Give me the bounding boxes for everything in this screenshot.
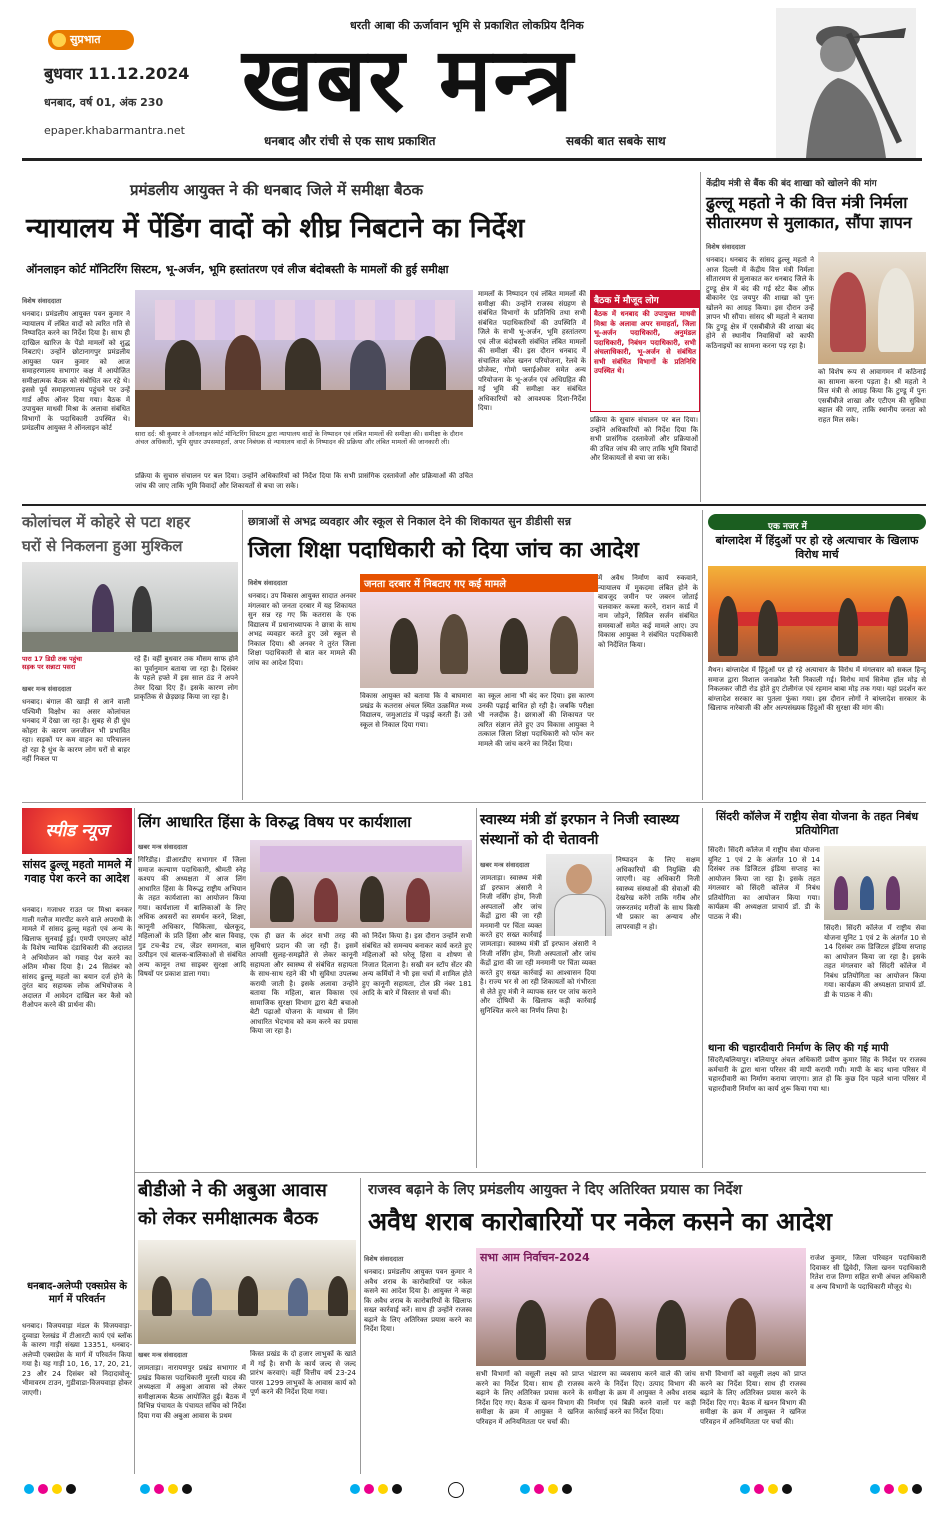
school-body4: में अवैध निर्माण कार्य रुकवाने, न्यायालय में मुकदमा लंबित होने के बावजूद जमीन पर जबरन जोताई चलवाकर कब्जा करने, राशन कार्ड में नाम जोड़ने, सिविल सर्जन संबंधित समस्याओं समेत कई मामले आए। उप विकास आयुक्त ने संबंधित पदाधिकारी को निर्देशित किया। (598, 574, 698, 649)
liquor-photo (476, 1248, 806, 1366)
bdo-headline: बीडीओ ने की अबुआ आवास को लेकर समीक्षात्मक बैठक (138, 1180, 327, 1229)
fog-photo-caption: पारा 17 डिग्री तक पहुंचा सड़क पर सन्नाटा पसरा (22, 655, 82, 671)
gender-byline: खबर मन्त्र संवाददाता (138, 843, 188, 851)
gender-body3: को निर्देश किया है। इस दौरान उन्होंने सभी संबंधित को समन्वय बनाकर कार्य करते हुए महिलाओं को घरेलू हिंसा व शोषण से निजात दिलाना है। सखी वन स्टॉप सेंटर की अन्य कर्मियों ने भी इस चर्चा में शामिल होते हुए कानूनी सहायता, टोल फ्री नंबर 181 आदि के बारे में विस्तार से चर्चा की। (362, 932, 472, 997)
health-body: जामताड़ा। स्वास्थ्य मंत्री डॉ इरफान अंसारी ने निजी नर्सिंग होम, निजी अस्पतालों और जांच केंद्रों द्वारा की जा रही मनमानी पर चिंता व्यक्त करते हुए सख्त कार्रवाई (480, 874, 542, 938)
masthead (0, 0, 945, 160)
fog-headline: कोलांचल में कोहरे से पटा शहर घरों से निकलना हुआ मुश्किल (22, 513, 191, 555)
fog-body2: रहे हैं। वहीं बुधवार तक मौसम साफ होने का पूर्वानुमान बताया जा रहा है। दिसंबर के पहले हफ्ते में इस साल ठंड ने अपने तेवर दिखा दिए हैं। इसके कारण लोग प्राकृतिक से छेड़छाड़ किया जा रहा है। (134, 655, 238, 701)
liquor-photo-banner: सभा आम निर्वाचन-2024 (480, 1251, 590, 1264)
thana-body: सिंदरी/बलियापुर। बलियापुर अंचल अधिकारी प्रवीण कुमार सिंह के निर्देश पर राजस्व कर्मचारी के द्वारा थाना परिसर की मापी करायी गयी। मापी के बाद थाना परिसर में चहारदीवारी का निर्माण कराया जाएगा। ज्ञात हो कि कुछ दिन पहले थाना परिसर में चहारदीवारी निर्माण का कार्य शुरू किया गया था। (708, 1056, 926, 1093)
liquor-body4: राजेश कुमार, जिला परिवहन पदाधिकारी दिवाकर सी द्विवेदी, जिला खनन पदाधिकारी रितेश राज तिग्गा सहित सभी अंचल अधिकारी व अन्य विभागों के पदाधिकारी मौजूद थे। (810, 1254, 926, 1291)
liquor-kicker: राजस्व बढ़ाने के लिए प्रमंडलीय आयुक्त ने दिए अतिरिक्त प्रयास का निर्देश (368, 1182, 743, 1198)
epaper-link[interactable]: epaper.khabarmantra.net (44, 124, 185, 137)
health-minister-photo (546, 854, 612, 936)
health-body2: निष्पादन के लिए सक्षम अधिकारियों की नियुक्ति की जाएगी। वह अधिकारी निजी स्वास्थ्य संस्थाओं की सेवाओं की देखरेख करेंगे ताकि गरीब और जरूरतमंद मरीजों के साथ किसी भी प्रकार का अन्याय और लापरवाही न हो। (616, 856, 700, 931)
sidebar-top-byline: विशेष संवाददाता (706, 243, 746, 251)
fog-body: धनबाद। बंगाल की खाड़ी से आने वाली पश्चिमी विक्षोभ का असर कोलांचल धनबाद में देखा जा रहा है। सुबह से ही घुंघ कोहरा के कारण जनजीवन भी प्रभावित रहा। सड़कों पर कम वाहन का परिचालन हो रहा है धुंध के कारण लोग घरों से बाहर नहीं निकल पा (22, 698, 130, 763)
school-body3: का स्कूल आना भी बंद कर दिया। इस कारण उनकी पढ़ाई बाधित हो रही है। जबकि परीक्षा भी नजदीक है। छात्राओं की शिकायत पर त्वरित संज्ञान लेते हुए उप विकास आयुक्त ने तत्काल जिला शिक्षा पदाधिकारी को फोन कर मामले की जांच करने का निर्देश दिया। (478, 692, 594, 748)
speed-headline2: धनबाद-अलेप्पी एक्सप्रेस के मार्ग में परिवर्तन (26, 1281, 127, 1305)
school-byline: विशेष संवाददाता (248, 579, 288, 587)
lead-body-col3: प्रक्रिया के सुचारु संचालन पर बल दिया। उन्होंने अधिकारियों को निर्देश दिया कि सभी प्रासंगिक दस्तावेजों और प्रक्रियाओं की उचित जांच की जाए ताकि भूमि विवादों और शिकायतों से बचा जा सके। (590, 416, 698, 462)
fog-photo (22, 562, 238, 652)
lead-subhead: ऑनलाइन कोर्ट मॉनिटरिंग सिस्टम, भू-अर्जन, भूमि हस्तांतरण एवं लीज बंदोबस्ती के मामलों की हुई समीक्षा (26, 263, 449, 276)
speed-body2: धनबाद। विजयवाड़ा मंडल के विजयवाड़ा-दुव्वाडा रेलखंड में टीआरटी कार्य एवं ब्लॉक के कारण गाड़ी संख्या 13351, धनबाद-अलेप्पी एक्सप्रेस के मार्ग में परिवर्तन किया गया है। यह गाड़ी 10, 16, 17, 20, 21, 23 और 24 दिसंबर को निदादावोलू-भीमावरम टाउन, गुडीवाडा-विजयवाड़ा होकर जाएगी। (22, 1322, 132, 1397)
sindri-headline: सिंदरी कॉलेज में राष्ट्रीय सेवा योजना के तहत निबंध प्रतियोगिता (715, 810, 919, 837)
liquor-headline: अवैध शराब कारोबारियों पर नकेल कसने का आदेश (368, 1207, 833, 1236)
gender-headline: लिंग आधारित हिंसा के विरुद्ध विषय पर कार्यशाला (138, 813, 412, 831)
miner-illustration (776, 8, 916, 158)
liquor-body3: भंडारण का व्यवसाय करने वाले की जांच करने के निर्देश दिए। उत्पाद विभाग की समीक्षा के क्रम में आयुक्त ने अवैध शराब निर्माण एवं बिक्री करने वालों पर कड़ी कार्रवाई करने का निर्देश दिया। (588, 1370, 696, 1416)
lead-body-col-lower: प्रक्रिया के सुचारु संचालन पर बल दिया। उन्होंने अधिकारियों को निर्देश दिया कि सभी प्रासंगिक दस्तावेजों और प्रक्रियाओं की उचित जांच की जाए ताकि भूमि विवादों और शिकायतों से बचा जा सके। (135, 472, 473, 490)
sidebar-top-body2: को विशेष रूप से आवागमन में कठिनाई का सामना करना पड़ता है। श्री महतो ने वित्त मंत्री से आग्रह किया कि टुण्डू में पुनः एसबीबीजे शाखा और एटीएम की सुविधा बहाल की जाए, ताकि स्थानीय जनता को राहत मिल सके। (818, 368, 926, 424)
lead-people-box (590, 290, 700, 412)
thana-headline: थाना की चहारदीवारी निर्माण के लिए की गई मापी (708, 1043, 889, 1054)
liquor-body2: सभी विभागों को वसूली लक्ष्य को प्राप्त करने का निर्देश दिया। साथ ही राजस्व बढ़ाने के लिए अतिरिक्त प्रयास करने के निर्देश दिए गए। बैठक में खनन विभाग की समीक्षा के क्रम में आयुक्त ने खनिज परिवहन में अनियमितता पर चर्चा की। (476, 1370, 584, 1426)
health-body-full: जामताड़ा। स्वास्थ्य मंत्री डॉ इरफान अंसारी ने निजी नर्सिंग होम, निजी अस्पतालों और जांच केंद्रों द्वारा की जा रही मनमानी पर चिंता व्यक्त करते हुए सख्त कार्रवाई का आश्वासन दिया है। राज्य भर से आ रही शिकायतों को गंभीरता से लेते हुए मंत्री ने व्यापक स्तर पर जांच कराने और दोषियों के खिलाफ कड़ी कार्रवाई सुनिश्चित करने का निर्णय लिया है। (480, 940, 596, 1015)
liquor-body-col4: सभी विभागों को वसूली लक्ष्य को प्राप्त करने का निर्देश दिया। साथ ही राजस्व बढ़ाने के लिए अतिरिक्त प्रयास करने के निर्देश दिए गए। बैठक में खनन विभाग की समीक्षा के क्रम में आयुक्त ने खनिज परिवहन में अनियमितता पर चर्चा की। (700, 1370, 806, 1426)
speed-headline: सांसद ढुल्लू महतो मामले में गवाह पेश करने का आदेश (22, 858, 132, 885)
sindri-photo (824, 846, 926, 920)
speed-news-badge: स्पीड न्यूज (22, 808, 132, 854)
sindri-body2: सिंदरी। सिंदरी कॉलेज में राष्ट्रीय सेवा योजना यूनिट 1 एवं 2 के अंतर्गत 10 से 14 दिसंबर तक डिजिटल इंडिया सप्ताह का आयोजन किया जा रहा है। इसके तहत मंगलवार को सिंदरी कॉलेज में निबंध प्रतियोगिता का आयोजन किया गया। कार्यक्रम की अध्यक्षता प्राचार्य डॉ. डी के पाठक ने की। (824, 924, 926, 999)
sidebar-top-kicker: केंद्रीय मंत्री से बैंक की बंद शाखा को खोलने की मांग (706, 179, 877, 189)
masthead-tagline: धरती आबा की ऊर्जावान भूमि से प्रकाशित लोकप्रिय दैनिक (350, 19, 584, 32)
sidebar-top-photo (818, 252, 926, 364)
bangladesh-body: मैथन। बांग्लादेश में हिंदुओं पर हो रहे अत्याचार के विरोध में मंगलवार को सकल हिन्दू समाज द्वारा विशाल जनाक्रोश रैली निकाली गई। विरोध मार्च सिनेमा हॉल मोड़ से निकलकर जीटी रोड होते हुए टोलीगंज एवं रहमान बाबा मोड़ तक गया। यहां प्रदर्शन कर बांग्लादेश सरकार का पुतला फूंका गया। इस दौरान लोगों ने बांग्लादेश सरकार के खिलाफ नारेबाजी की और अल्पसंख्यक हिंदुओं की सुरक्षा की मांग की। (708, 666, 926, 712)
lead-photo (135, 290, 473, 427)
lead-people-box-title: बैठक में मौजूद लोग (591, 291, 699, 308)
lead-body-col2: मामलों के निष्पादन एवं लंबित मामलों की समीक्षा की। उन्होंने राजस्व संग्रहण से संबंधित विभागों के प्रतिनिधि तथा सभी संबंधित पदाधिकारियों की उपस्थिति में जिले के सभी भू-अर्जन, भूमि हस्तांतरण एवं लीज बंदोबस्ती संबंधित लंबित मामलों की समीक्षा की। इस दौरान धनबाद में संचालित कोल खनन परियोजना, रेलवे के प्रोजेक्ट, गोमो फ्लाईओवर समेत अन्य परियोजना के भू-अर्जन एवं अधिग्रहित की गई भूमि की समीक्षा कर संबंधित अधिकारियों को आवश्यक दिशा-निर्देश दिया। (478, 290, 586, 412)
gender-body: गिरिडीह। डीआरडीए सभागार में जिला समाज कल्याण पदाधिकारी, श्रीमती स्नेह कश्यप की अध्यक्षता में आज लिंग आधारित हिंसा के विरूद्ध राष्ट्रीय अभियान के तहत कार्यशाला का आयोजन किया गया। कार्यशाला में बालिकाओं के लिए अधिक अवसरों का समर्थन करने, शिक्षा, कानूनी अधिकार, चिकित्सा, खेलकूद, महिलाओं के प्रति हिंसा और बाल विवाह, गुड टच-बैड टच, जेंडर समानता, बाल उत्पीड़न एवं बालक-बालिकाओं से संबंधित अन्य कानून तथा साइबर सुरक्षा आदि विषयों पर प्रकाश डाला गया। (138, 856, 246, 978)
brand-badge: सुप्रभात (48, 30, 134, 50)
gender-body2: एक ही छत के अंदर सभी तरह की सुविधाएं प्रदान की जा रही हैं। इसमें आपसी सुलह-समझौते से लेकर कानूनी सहायता और स्वास्थ्य से संबंधित सहायता के साथ-साथ रहने की भी सुविधा उपलब्ध करायी जाती है। इसके अलावा उन्होंने बताया कि महिला, बाल विकास एवं सामाजिक सुरक्षा विभाग द्वारा बेटी बचाओ बेटी पढ़ाओ योजना के माध्यम से लिंग आधारित भेदभाव को कम करने का प्रयास किया जा रहा है। (250, 932, 358, 1035)
crosshair-icon (448, 1482, 464, 1498)
school-headline: जिला शिक्षा पदाधिकारी को दिया जांच का आदेश (248, 538, 639, 563)
bdo-photo (138, 1240, 356, 1344)
lead-byline: विशेष संवाददाता (22, 297, 62, 305)
bdo-body: जामताड़ा। नारायणपुर प्रखंड सभागार में प्रखंड विकास पदाधिकारी मुरली यादव की अध्यक्षता में अबुआ आवास को लेकर समीक्षात्मक बैठक आयोजित हुई। बैठक में विभिन्न पंचायत के पंचायत सचिव को निर्देश दिया गया की अबुआ आवास के प्रथम (138, 1364, 246, 1420)
school-photo (360, 592, 594, 688)
school-box-title: जनता दरबार में निबटाए गए कई मामले (360, 574, 598, 592)
issue-date: बुधवार 11.12.2024 (44, 64, 190, 83)
speed-body: धनबाद। गजाधर राउत पर मिश्रा बनकर गाली गलौज मारपीट करने वाले अपराधी के मामले में सांसद ढुल्लू महतो एवं अन्य के खिलाफ सुनवाई हुई। एमपी एमएलए कोर्ट के विशेष न्यायिक दंडाधिकारी की अदालत ने अभियोजन को गवाह पेश करने का अंतिम मौका दिया है। 24 सितंबर को सांसद ढुल्लू महतो का बयान दर्ज होने के तुरंत बाद सहायक लोक अभियोजक ने अदालत में आवेदन दाखिल कर कैसे को रीओपन करने की प्रार्थना की। (22, 906, 132, 1009)
lead-body-col1: धनबाद। प्रमंडलीय आयुक्त पवन कुमार ने न्यायालय में लंबित वादों को त्वरित गति से निष्पादित करने का निर्देश दिया है। साथ ही दाखिल खारिज के पेंडो मामलों को शुद्ध निबटाएं। उन्होंने छोटानागपुर प्रमंडलीय आयुक्त पवन कुमार को आज समाहरणालय सभागार कक्ष में आयोजित समीक्षात्मक बैठक को संबोधित कर रहे थे। इससे पूर्व समाहरणालय पहुंचने पर उन्हें गार्ड ऑफ ऑनर दिया गया। बैठक में उपायुक्त माधवी मिश्रा के अलावा संबंधित विभागों के पदाधिकारी उपस्थित थे। प्रमंडलीय आयुक्त ने ऑनलाइन कोर्ट (22, 310, 130, 432)
bangladesh-headline: बांग्लादेश में हिंदुओं पर हो रहे अत्याचार के खिलाफ विरोध मार्च (715, 534, 919, 561)
school-body2: विकास आयुक्त को बताया कि वे बाघमारा प्रखंड के कतरास अंचल स्थित उत्क्रमित मध्य विद्यालय, जमुआटांड में पढ़ाई करती हैं। उसे स्कूल से निकाल दिया गया। (360, 692, 472, 729)
lead-photo-caption: सारा दर्द: श्री कुमार ने ऑनलाइन कोर्ट मॉनिटरिंग सिस्टम द्वारा न्यायालय वादों के निष्पादन एवं लंबित मामलों की समीक्षा की। समीक्षा के दौरान अंचल अधिकारी, भूमि सुधार उपसमाहर्ता, अपर निबंधक से न्यायालय वादों के निष्पादन की प्रक्रिया और लंबित मामलों की जानकारी ली। (135, 430, 463, 446)
sindri-body: सिंदरी। सिंदरी कॉलेज में राष्ट्रीय सेवा योजना यूनिट 1 एवं 2 के अंतर्गत 10 से 14 दिसंबर तक डिजिटल इंडिया सप्ताह का आयोजन किया जा रहा है। इसके तहत मंगलवार को सिंदरी कॉलेज में निबंध प्रतियोगिता का आयोजन किया गया। कार्यक्रम की अध्यक्षता प्राचार्य डॉ. डी के पाठक ने की। (708, 846, 820, 921)
liquor-byline: विशेष संवाददाता (364, 1255, 404, 1263)
bdo-body2: किस्त प्रखंड के दो हजार लाभुकों के खाते में गई है। सभी के कार्य जल्द से जल्द प्रारंभ करवाएं। वहीं वित्तीय वर्ष 23-24 पारस 1299 लाभुकों के आवास कार्य को पूर्ण करने की निर्देश दिया गया। (250, 1350, 356, 1396)
masthead-subtitle-right: सबकी बात सबके साथ (566, 134, 666, 148)
fog-byline: खबर मन्त्र संवाददाता (22, 685, 72, 693)
health-byline: खबर मन्त्र संवाददाता (480, 861, 530, 869)
bangladesh-photo (708, 566, 926, 662)
liquor-body: धनबाद। प्रमंडलीय आयुक्त पवन कुमार ने अवैध शराब के कारोबारियों पर नकेल कसने का आदेश दिया है। आयुक्त ने कहा कि अवैध शराब के कारोबारियों के खिलाफ सख्त कार्रवाई करें। साथ ही उन्होंने राजस्व बढ़ाने के लिए अतिरिक्त प्रयास करने का निर्देश दिया। (364, 1268, 472, 1333)
sidebar-top-body: धनबाद। धनबाद के सांसद ढुल्लू महतो ने आज दिल्ली में केंद्रीय वित्त मंत्री निर्मला सीतारमण से मुलाकात कर धनबाद जिले के टुण्डू क्षेत्र में बंद की गई स्टेट बैंक ऑफ़ बीकानेर एंड जयपुर की शाखा को पुनः खोलने का आग्रह किया। इस दौरान उन्हें ज्ञापन भी सौंपा। सांसद श्री महतो ने बताया कि टुण्डू क्षेत्र में एसबीबीजे की शाखा बंद होने से स्थानीय निवासियों को काफी कठिनाइयों का सामना करना पड़ रहा है। (706, 256, 814, 350)
bdo-byline: खबर मन्त्र संवाददाता (138, 1351, 188, 1359)
lead-kicker: प्रमंडलीय आयुक्त ने की धनबाद जिले में समीक्षा बैठक (130, 181, 423, 199)
health-headline: स्वास्थ्य मंत्री डॉ इरफान ने निजी स्वास्थ्य संस्थानों को दी चेतावनी (480, 812, 680, 848)
masthead-subtitle-left: धनबाद और रांची से एक साथ प्रकाशित (264, 134, 436, 148)
lead-headline: न्यायालय में पेंडिंग वादों को शीघ्र निबटाने का निर्देश (26, 213, 525, 244)
issue-edition: धनबाद, वर्ष 01, अंक 230 (44, 96, 164, 109)
registration-marks (0, 1478, 945, 1508)
school-body: धनबाद। उप विकास आयुक्त सादात अनवर मंगलवार को जनता दरबार में यह शिकायत सुन सन्न रह गए कि कतरास के एक विद्यालय में प्रधानाध्यापक ने छात्रा के साथ अभद्र व्यवहार करते हुए उसे स्कूल से निकाल दिया। श्री अनवर ने तुरंत जिला शिक्षा पदाधिकारी से बात कर मामले की जांच का आदेश दिया। (248, 592, 356, 667)
gender-photo (250, 840, 472, 928)
school-kicker: छात्राओं से अभद्र व्यवहार और स्कूल से निकाल देने की शिकायत सुन डीडीसी सन्न (248, 515, 571, 528)
bangladesh-tag: एक नजर में (708, 514, 926, 530)
masthead-title: खबर मन्त्र (242, 28, 575, 131)
lead-people-box-body: बैठक में धनबाद की उपायुक्त माधवी मिश्रा के अलावा अपर समाहर्ता, जिला भू-अर्जन पदाधिकारी, अनुमंडल पदाधिकारी, निबंधन पदाधिकारी, सभी अंचलाधिकारी, भू-अर्जन से संबंधित सभी संबंधित विभागों के प्रतिनिधि उपस्थित थे। (594, 310, 696, 375)
sidebar-top-headline: ढुल्लू महतो ने की वित्त मंत्री निर्मला सीतारमण से मुलाकात, सौंपा ज्ञापन (706, 193, 912, 232)
sun-icon (52, 33, 66, 47)
